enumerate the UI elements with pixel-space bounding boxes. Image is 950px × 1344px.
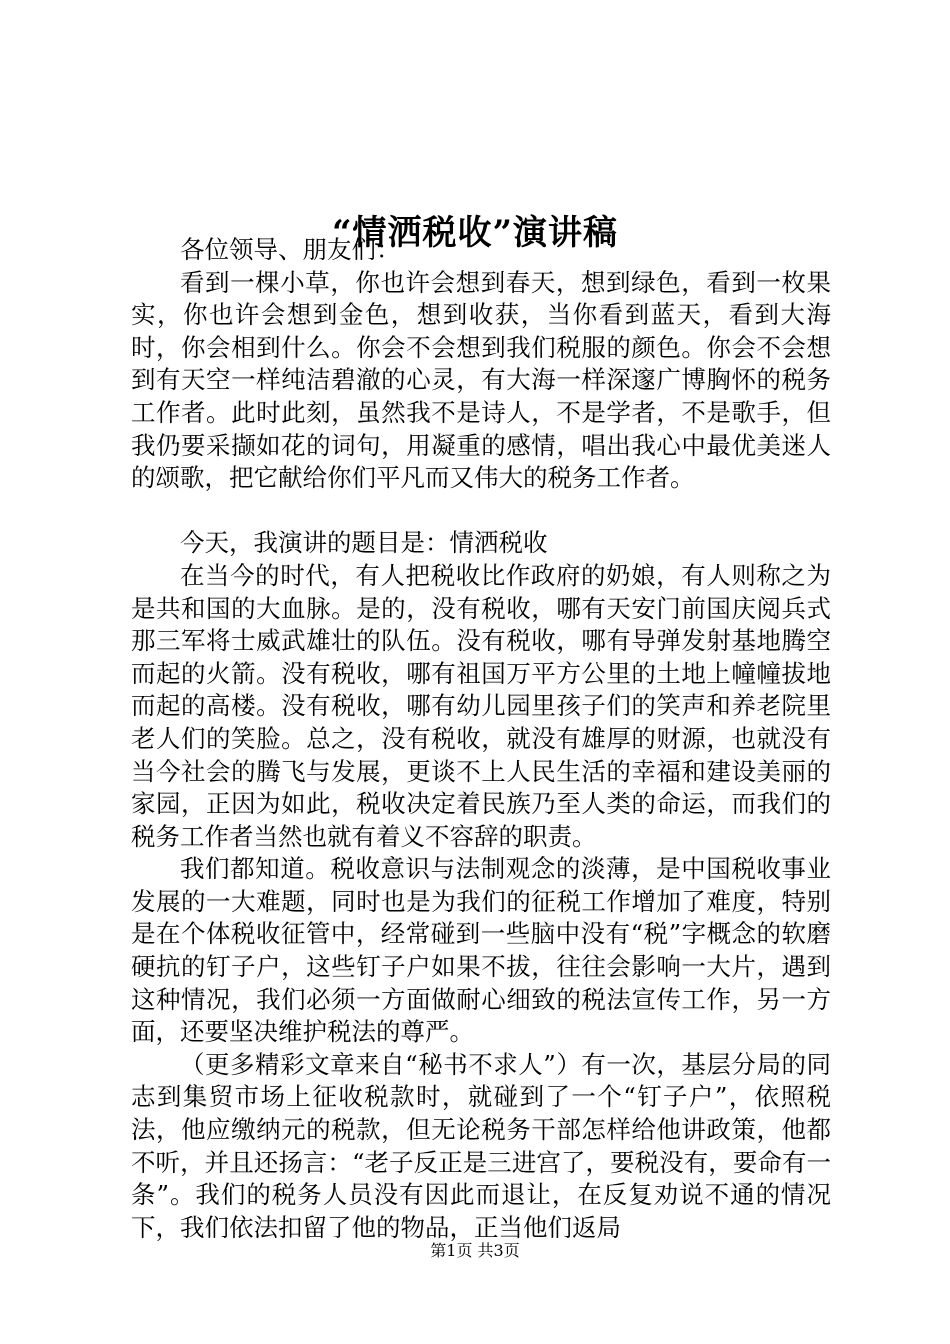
- paragraph-story: （更多精彩文章来自“秘书不求人”）有一次，基层分局的同志到集贸市场上征收税款时，就碰到了一个“钉子户”，依照税法，他应缴纳元的税款，但无论税务干部怎样给他讲政策，他都不听，并且还扬言：“老子反正是三进宫了，要税没有，要命有一条”。我们的税务人员没有因此而退让，在反复劝说不通的情况下，我们依法扣留了他的物品，正当他们返局: [131, 1049, 831, 1242]
- document-title: “情洒税收”演讲稿: [331, 212, 619, 253]
- paragraph-tax-awareness: 我们都知道。税收意识与法制观念的淡薄，是中国税收事业发展的一大难题，同时也是为我们的征税工作增加了难度，特别是在个体税收征管中，经常碰到一些脑中没有“税”字概念的软磨硬抗的钉子户，这些钉子户如果不拔，往往会影响一大片，遇到这种情况，我们必须一方面做耐心细致的税法宣传工作，另一方面，还要坚决维护税法的尊严。: [131, 854, 831, 1047]
- paragraph-opening: 看到一棵小草，你也许会想到春天，想到绿色，看到一枚果实，你也许会想到金色，想到收获，当你看到蓝天，看到大海时，你会相到什么。你会不会想到我们税服的颜色。你会不会想到有天空一样纯洁碧澈的心灵，有大海一样深邃广博胸怀的税务工作者。此时此刻，虽然我不是诗人，不是学者，不是歌手，但我仍要采撷如花的词句，用凝重的感情，唱出我心中最优美迷人的颂歌，把它献给你们平凡而又伟大的税务工作者。: [131, 267, 831, 493]
- salutation: 各位领导、朋友们：: [180, 235, 401, 264]
- document-body: [131, 234, 831, 1244]
- paragraph-topic: 今天，我演讲的题目是：情洒税收: [180, 528, 548, 558]
- page-number-footer: 第1页 共3页: [430, 1241, 520, 1260]
- paragraph-tax-importance: 在当今的时代，有人把税收比作政府的奶娘，有人则称之为是共和国的大血脉。是的，没有税收，哪有天安门前国庆阅兵式那三军将士威武雄壮的队伍。没有税收，哪有导弹发射基地腾空而起的火箭。没有税收，哪有祖国万平方公里的土地上幢幢拔地而起的高楼。没有税收，哪有幼儿园里孩子们的笑声和养老院里老人们的笑脸。总之，没有税收，就没有雄厚的财源，也就没有当今社会的腾飞与发展，更谈不上人民生活的幸福和建设美丽的家园，正因为如此，税收决定着民族乃至人类的命运，而我们的税务工作者当然也就有着义不容辞的职责。: [131, 560, 831, 851]
